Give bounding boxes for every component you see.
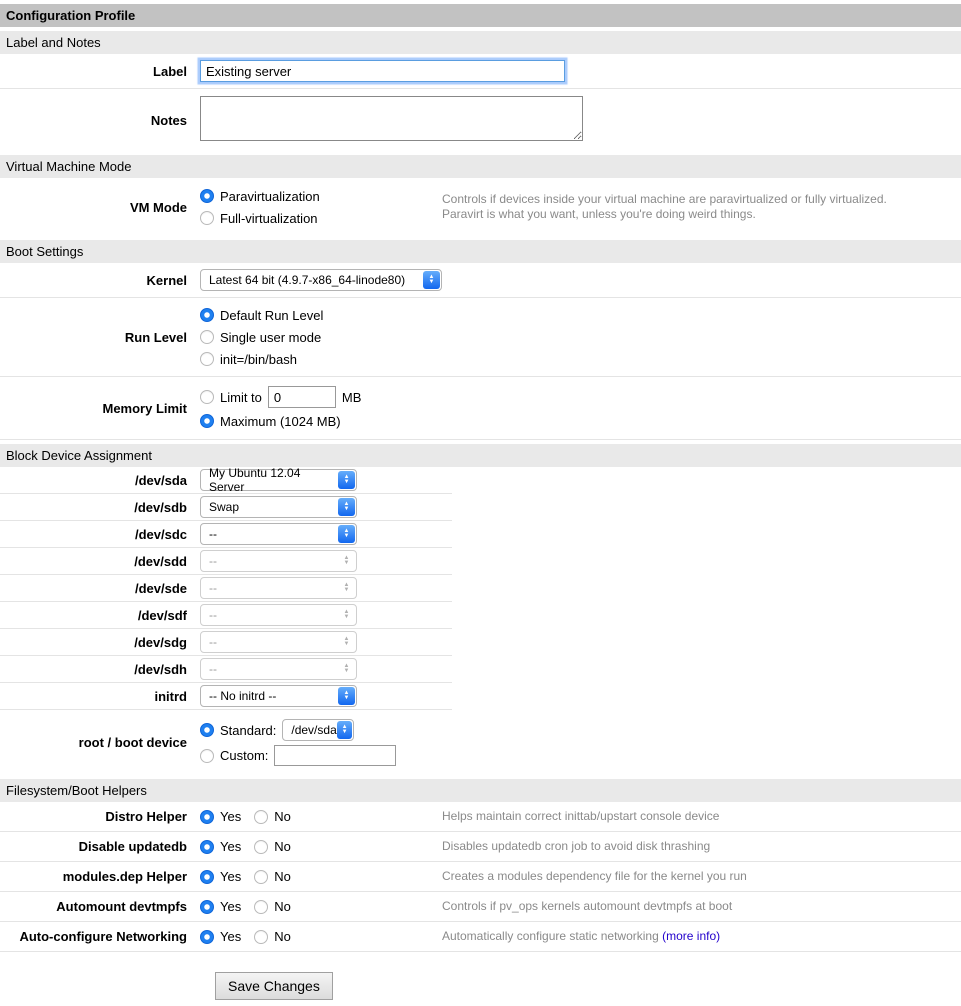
run-level-label: Run Level xyxy=(124,329,187,345)
radio-selected-icon[interactable] xyxy=(200,840,214,854)
disable-updatedb-no[interactable] xyxy=(254,837,291,857)
radio-selected-icon[interactable] xyxy=(200,414,214,428)
root-boot-custom-input[interactable] xyxy=(274,745,396,766)
helper-row-devtmpfs xyxy=(0,892,961,922)
sdf-select-value: -- xyxy=(209,608,217,622)
radio-selected-icon[interactable] xyxy=(200,930,214,944)
radio-unselected-icon[interactable] xyxy=(254,810,268,824)
radio-unselected-icon[interactable] xyxy=(254,870,268,884)
sdg-select-disabled xyxy=(200,631,357,653)
root-boot-standard-select[interactable] xyxy=(282,719,354,741)
helper-help-text: Automatically configure static networking xyxy=(442,929,663,943)
page-title: Configuration Profile xyxy=(0,4,961,27)
section-header-helpers: Filesystem/Boot Helpers xyxy=(0,779,961,802)
save-changes-button[interactable]: Save Changes xyxy=(215,972,333,1000)
select-stepper-icon: ▲ ▼ xyxy=(338,687,355,705)
vm-mode-option-paravirtualization[interactable] xyxy=(200,186,442,206)
select-stepper-icon: ▲ ▼ xyxy=(338,525,355,543)
device-label: /dev/sdb xyxy=(134,499,187,515)
select-stepper-icon: ▲ ▼ xyxy=(343,636,350,647)
run-level-option-single-user[interactable] xyxy=(200,327,442,347)
device-label: /dev/sdh xyxy=(134,661,187,677)
device-label: /dev/sdd xyxy=(134,553,187,569)
kernel-select[interactable] xyxy=(200,269,442,291)
helper-help: Disables updatedb cron job to avoid disk thrashing xyxy=(442,839,711,853)
vm-mode-option-full-virtualization[interactable] xyxy=(200,208,442,228)
memory-limit-label: Memory Limit xyxy=(102,400,187,416)
select-stepper-icon: ▲ ▼ xyxy=(338,471,355,489)
no-label: No xyxy=(274,809,291,824)
helper-label: modules.dep Helper xyxy=(62,869,187,884)
radio-unselected-icon[interactable] xyxy=(200,749,214,763)
yes-label: Yes xyxy=(220,869,242,884)
modules-dep-yes[interactable] xyxy=(200,867,241,887)
radio-unselected-icon[interactable] xyxy=(254,840,268,854)
helper-row-updatedb xyxy=(0,832,961,862)
vm-mode-help xyxy=(442,192,961,222)
vm-mode-option-label: Paravirtualization xyxy=(220,188,320,204)
initrd-label: initrd xyxy=(154,688,187,704)
label-field-label: Label xyxy=(153,63,187,79)
more-info-link[interactable]: (more info) xyxy=(662,929,721,943)
save-area xyxy=(0,952,961,1006)
sde-select-disabled xyxy=(200,577,357,599)
helper-help: Controls if pv_ops kernels automount devtmpfs at boot xyxy=(442,899,733,913)
run-level-option-label: Default Run Level xyxy=(220,307,324,323)
sdh-select-disabled xyxy=(200,658,357,680)
radio-selected-icon[interactable] xyxy=(200,810,214,824)
run-level-option-label: Single user mode xyxy=(220,329,322,345)
sdd-select-value: -- xyxy=(209,554,217,568)
vm-mode-label: VM Mode xyxy=(129,199,187,215)
radio-selected-icon[interactable] xyxy=(200,723,214,737)
vm-mode-option-label: Full-virtualization xyxy=(220,210,318,226)
block-device-table xyxy=(0,467,452,775)
automount-devtmpfs-yes[interactable] xyxy=(200,897,241,917)
device-label: /dev/sdf xyxy=(137,607,187,623)
block-device-row-sdg xyxy=(0,629,452,656)
root-boot-device-row xyxy=(0,710,452,775)
label-input[interactable] xyxy=(200,60,565,82)
disable-updatedb-yes[interactable] xyxy=(200,837,241,857)
device-label: /dev/sdc xyxy=(134,526,187,542)
notes-row xyxy=(0,89,961,151)
distro-helper-no[interactable] xyxy=(254,807,291,827)
kernel-row xyxy=(0,263,961,298)
radio-unselected-icon[interactable] xyxy=(254,930,268,944)
block-device-row-sdc xyxy=(0,521,452,548)
vm-mode-row xyxy=(0,178,961,236)
helper-help xyxy=(442,929,961,944)
block-device-row-sde xyxy=(0,575,452,602)
section-header-block-devices: Block Device Assignment xyxy=(0,444,961,467)
device-label: /dev/sde xyxy=(134,580,187,596)
helper-label: Disable updatedb xyxy=(78,839,187,854)
sdb-select-value: Swap xyxy=(209,500,240,514)
radio-unselected-icon[interactable] xyxy=(200,352,214,366)
sdc-select-value: -- xyxy=(209,527,217,541)
sde-select-value: -- xyxy=(209,581,217,595)
yes-label: Yes xyxy=(220,839,242,854)
radio-selected-icon[interactable] xyxy=(200,870,214,884)
block-device-row-sda xyxy=(0,467,452,494)
memory-limit-option-limit[interactable] xyxy=(200,385,500,409)
radio-selected-icon[interactable] xyxy=(200,189,214,203)
root-boot-custom-label: Custom: xyxy=(220,748,269,763)
no-label: No xyxy=(274,899,291,914)
memory-limit-option-label: Limit to xyxy=(220,389,262,405)
vm-mode-help-line1: Controls if devices inside your virtual machine are paravirtualized or fully virtualized. xyxy=(442,192,887,206)
radio-unselected-icon[interactable] xyxy=(200,390,214,404)
initrd-row xyxy=(0,683,452,710)
memory-limit-option-label: Maximum (1024 MB) xyxy=(220,413,341,429)
initrd-select-value: -- No initrd -- xyxy=(209,689,277,703)
helper-label: Automount devtmpfs xyxy=(56,899,187,914)
sdf-select-disabled xyxy=(200,604,357,626)
notes-field-label: Notes xyxy=(150,112,187,128)
select-stepper-icon: ▲ ▼ xyxy=(343,609,350,620)
root-boot-device-label: root / boot device xyxy=(78,735,187,750)
block-device-row-sdf xyxy=(0,602,452,629)
run-level-option-default[interactable] xyxy=(200,305,442,325)
block-device-row-sdh xyxy=(0,656,452,683)
helper-row-distro xyxy=(0,802,961,832)
select-stepper-icon: ▲ ▼ xyxy=(343,555,350,566)
helper-row-networking xyxy=(0,922,961,952)
device-label: /dev/sda xyxy=(134,472,187,488)
root-boot-standard-option[interactable] xyxy=(200,718,396,742)
vm-mode-help-line2: Paravirt is what you want, unless you're doing weird things. xyxy=(442,207,756,221)
section-header-vm-mode: Virtual Machine Mode xyxy=(0,155,961,178)
kernel-label: Kernel xyxy=(146,272,187,288)
block-device-row-sdd xyxy=(0,548,452,575)
radio-unselected-icon[interactable] xyxy=(200,330,214,344)
no-label: No xyxy=(274,929,291,944)
sdg-select-value: -- xyxy=(209,635,217,649)
select-stepper-icon: ▲ ▼ xyxy=(337,721,353,739)
sdh-select-value: -- xyxy=(209,662,217,676)
kernel-select-value: Latest 64 bit (4.9.7-x86_64-linode80) xyxy=(209,273,406,287)
helper-row-modules-dep xyxy=(0,862,961,892)
modules-dep-no[interactable] xyxy=(254,867,291,887)
helper-help: Helps maintain correct inittab/upstart console device xyxy=(442,809,720,823)
memory-limit-row xyxy=(0,377,961,440)
yes-label: Yes xyxy=(220,899,242,914)
memory-limit-input[interactable] xyxy=(268,386,336,408)
run-level-option-init-bash[interactable] xyxy=(200,349,442,369)
memory-limit-unit: MB xyxy=(341,389,362,405)
run-level-row xyxy=(0,298,961,377)
sdc-select[interactable] xyxy=(200,523,357,545)
root-boot-standard-label: Standard: xyxy=(220,722,277,738)
no-label: No xyxy=(274,869,291,884)
label-row xyxy=(0,54,961,89)
no-label: No xyxy=(274,839,291,854)
select-stepper-icon: ▲ ▼ xyxy=(338,498,355,516)
helper-label: Distro Helper xyxy=(105,809,187,824)
yes-label: Yes xyxy=(220,929,242,944)
sdd-select-disabled xyxy=(200,550,357,572)
automount-devtmpfs-no[interactable] xyxy=(254,897,291,917)
select-stepper-icon: ▲ ▼ xyxy=(343,582,350,593)
root-boot-standard-value: /dev/sda xyxy=(291,723,337,737)
block-device-row-sdb xyxy=(0,494,452,521)
memory-limit-option-maximum[interactable] xyxy=(200,411,500,431)
distro-helper-yes[interactable] xyxy=(200,807,241,827)
initrd-select[interactable] xyxy=(200,685,357,707)
radio-unselected-icon[interactable] xyxy=(200,211,214,225)
radio-unselected-icon[interactable] xyxy=(254,900,268,914)
yes-label: Yes xyxy=(220,809,242,824)
sda-select-value: My Ubuntu 12.04 Server xyxy=(209,466,301,494)
device-label: /dev/sdg xyxy=(134,634,187,650)
helper-help: Creates a modules dependency file for the kernel you run xyxy=(442,869,747,883)
section-header-label-and-notes: Label and Notes xyxy=(0,31,961,54)
run-level-option-label: init=/bin/bash xyxy=(220,351,297,367)
radio-selected-icon[interactable] xyxy=(200,308,214,322)
section-header-boot-settings: Boot Settings xyxy=(0,240,961,263)
select-stepper-icon: ▲ ▼ xyxy=(423,271,440,289)
helper-label: Auto-configure Networking xyxy=(19,929,187,944)
select-stepper-icon: ▲ ▼ xyxy=(343,663,350,674)
radio-selected-icon[interactable] xyxy=(200,900,214,914)
notes-textarea[interactable] xyxy=(200,96,583,141)
sdb-select[interactable] xyxy=(200,496,357,518)
sda-select[interactable] xyxy=(200,466,357,494)
root-boot-custom-option[interactable] xyxy=(200,744,396,767)
